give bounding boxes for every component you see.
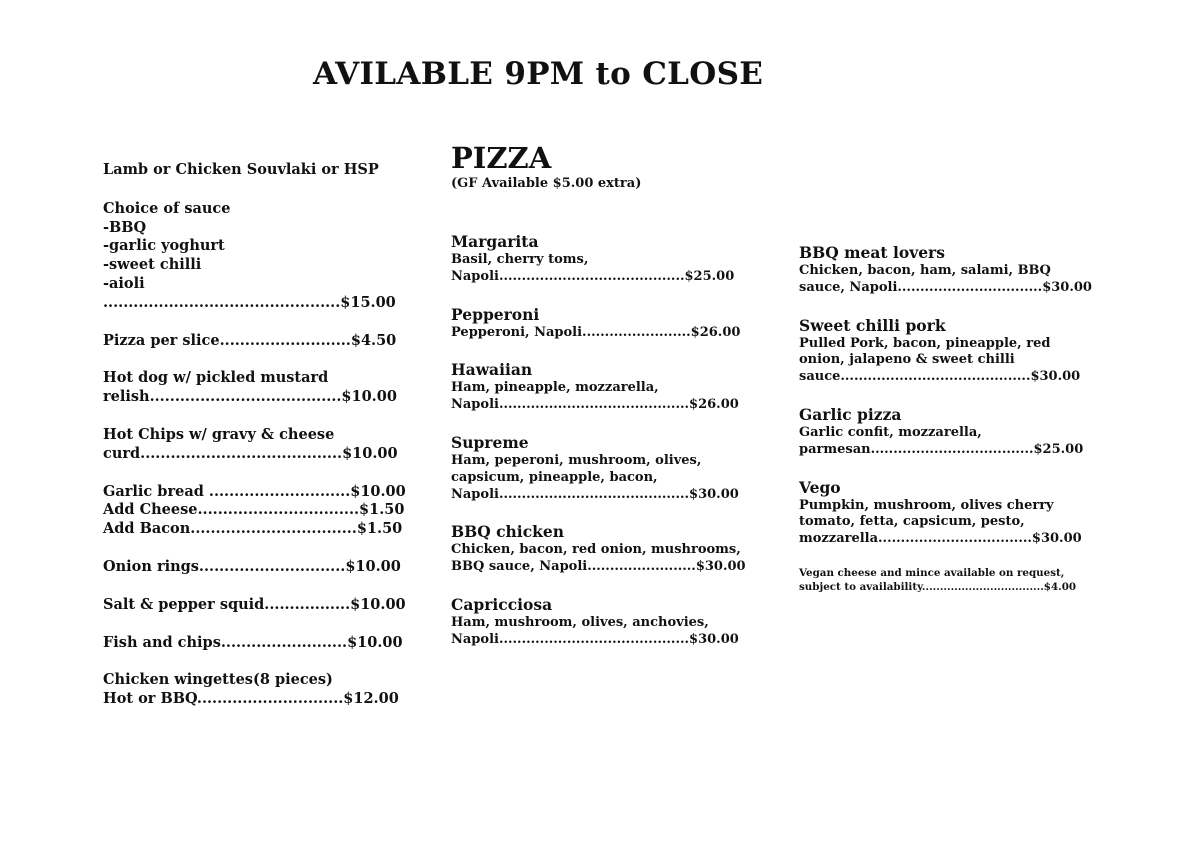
pizza-price-line: Napoli.........................................$25.00 [451,268,735,284]
price-line: ...............................................$15.00 [103,293,396,311]
menu-item-line: relish......................................$10.00 [103,388,397,406]
menu-item-line: Add Cheese................................$1.50 [103,501,405,519]
menu-item-line: Add Bacon.................................$1.50 [103,520,403,538]
pizza-name: Pepperoni [451,304,540,324]
souvlaki-item [103,161,403,313]
pizza-description: Garlic confit, mozzarella, [799,424,982,440]
pizza-description: Chicken, bacon, ham, salami, BBQ [799,263,1051,278]
pizza-description: capsicum, pineapple, bacon, [451,469,658,485]
pizza-item-capricciosa [451,595,751,649]
pizza-menu-column [451,140,751,649]
vegan-note-line: Vegan cheese and mince available on request, [799,566,1065,579]
menu-item-line: Garlic bread ............................$10.00 [103,482,406,500]
pizza-heading: PIZZA [451,141,552,175]
pizza-price-line: parmesan....................................$25.00 [799,441,1084,457]
pizza-description: Basil, cherry toms, [451,252,589,267]
pizza-name: Sweet chilli pork [799,315,946,335]
menu-item-line: Chicken wingettes(8 pieces) [103,671,333,689]
pizza-description: Pumpkin, mushroom, olives cherry [799,497,1054,513]
sauce-option: -garlic yoghurt [103,237,225,255]
sauce-option: -sweet chilli [103,256,202,274]
menu-item-line: curd........................................$10.00 [103,444,398,462]
pizza-item-bbq-meat-lovers [799,243,1099,297]
menu-item-line: Salt & pepper squid.................$10.00 [103,595,406,613]
menu-item [103,426,403,464]
pizza-item-sweet-chilli-pork [799,316,1099,386]
pizza-name: Supreme [451,432,529,452]
pizza-name: Vego [799,477,841,497]
pizza-price-line: sauce, Napoli................................$30.00 [799,279,1092,295]
pizza-description: onion, jalapeno & sweet chilli [799,352,1015,368]
pizza-price-line: sauce..........................................$30.00 [799,369,1081,385]
pizza-description: Pulled Pork, bacon, pineapple, red [799,335,1051,351]
sauce-option: -aioli [103,274,145,292]
menu-item [103,595,406,615]
pizza-menu-column-right [799,243,1099,594]
pizza-price-line: Napoli..........................................$30.00 [451,631,739,647]
pizza-description: Chicken, bacon, red onion, mushrooms, [451,542,741,558]
pizza-name: BBQ chicken [451,522,565,542]
menu-item-line: Hot dog w/ pickled mustard [103,369,329,387]
pizza-item-pepperoni [451,305,751,342]
pizza-item-vego [799,478,1099,548]
page-title: AVILABLE 9PM to CLOSE [313,56,764,92]
pizza-description: Ham, pineapple, mozzarella, [451,380,659,396]
vegan-note [799,566,1099,594]
pizza-name: Capricciosa [451,594,553,614]
pizza-description: Ham, peperoni, mushroom, olives, [451,452,702,468]
menu-item [103,558,403,577]
pizza-name: Hawaiian [451,360,533,380]
menu-item-name: Lamb or Chicken Souvlaki or HSP [103,161,379,178]
pizza-item-margarita [451,232,751,286]
pizza-price-line: mozzarella..................................$30.00 [799,531,1082,547]
menu-item [103,634,403,653]
pizza-item-garlic-pizza [799,405,1099,459]
pizza-description: tomato, fetta, capsicum, pesto, [799,514,1025,530]
menu-item [103,332,403,351]
pizza-name: Margarita [451,232,539,251]
pizza-item-hawaiian [451,360,751,414]
menu-item [103,482,406,539]
pizza-price-line: BBQ sauce, Napoli........................$30.00 [451,559,746,575]
pizza-name: Garlic pizza [799,404,902,424]
pizza-price-line: Napoli..........................................$26.00 [451,397,739,413]
menu-item-line: Hot or BBQ.............................$12.00 [103,690,399,708]
sauce-heading: Choice of sauce [103,199,231,217]
vegan-note-price-line: subject to availability..................................$4.00 [799,580,1077,593]
pizza-price-line: Pepperoni, Napoli........................$26.00 [451,324,741,340]
menu-item-line: Onion rings.............................$10.00 [103,557,401,575]
pizza-item-supreme [451,433,751,503]
sauce-option: -BBQ [103,218,147,236]
gluten-free-note: (GF Available $5.00 extra) [451,176,642,191]
menu-item-line: Hot Chips w/ gravy & cheese [103,425,335,443]
pizza-price-line: Napoli..........................................$30.00 [451,486,739,502]
pizza-description: Ham, mushroom, olives, anchovies, [451,614,709,630]
menu-item [103,671,403,709]
menu-item-line: Pizza per slice..........................$4.50 [103,331,397,349]
pizza-item-bbq-chicken [451,522,751,576]
left-menu-column [103,161,406,709]
menu-item [103,369,403,407]
menu-item-line: Fish and chips.........................$10.00 [103,633,403,651]
pizza-name: BBQ meat lovers [799,243,945,262]
